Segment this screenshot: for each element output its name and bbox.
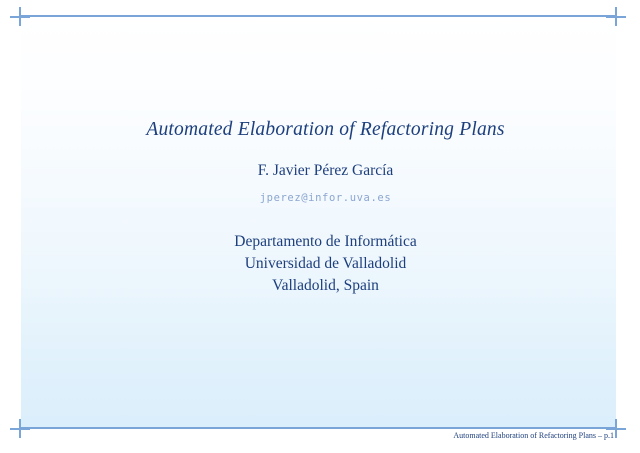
crop-mark-icon-top-right bbox=[606, 7, 626, 26]
slide-title: Automated Elaboration of Refactoring Plans bbox=[146, 119, 505, 140]
slide-top-border bbox=[20, 15, 617, 17]
affiliation-line-university: Universidad de Valladolid bbox=[244, 255, 407, 272]
author-email: jperez@infor.uva.es bbox=[259, 192, 392, 204]
footer-page-label: Automated Elaboration of Refactoring Plans – p.1 bbox=[453, 431, 614, 440]
slide-background bbox=[21, 16, 616, 428]
author-name: F. Javier Pérez García bbox=[257, 162, 394, 179]
affiliation-block bbox=[28, 231, 623, 297]
slide-bottom-border bbox=[20, 427, 617, 429]
crop-mark-icon-bottom-left bbox=[10, 419, 30, 438]
affiliation-line-location: Valladolid, Spain bbox=[272, 277, 379, 294]
crop-mark-icon-top-left bbox=[10, 7, 30, 26]
affiliation-line-department: Departamento de Informática bbox=[234, 233, 417, 250]
